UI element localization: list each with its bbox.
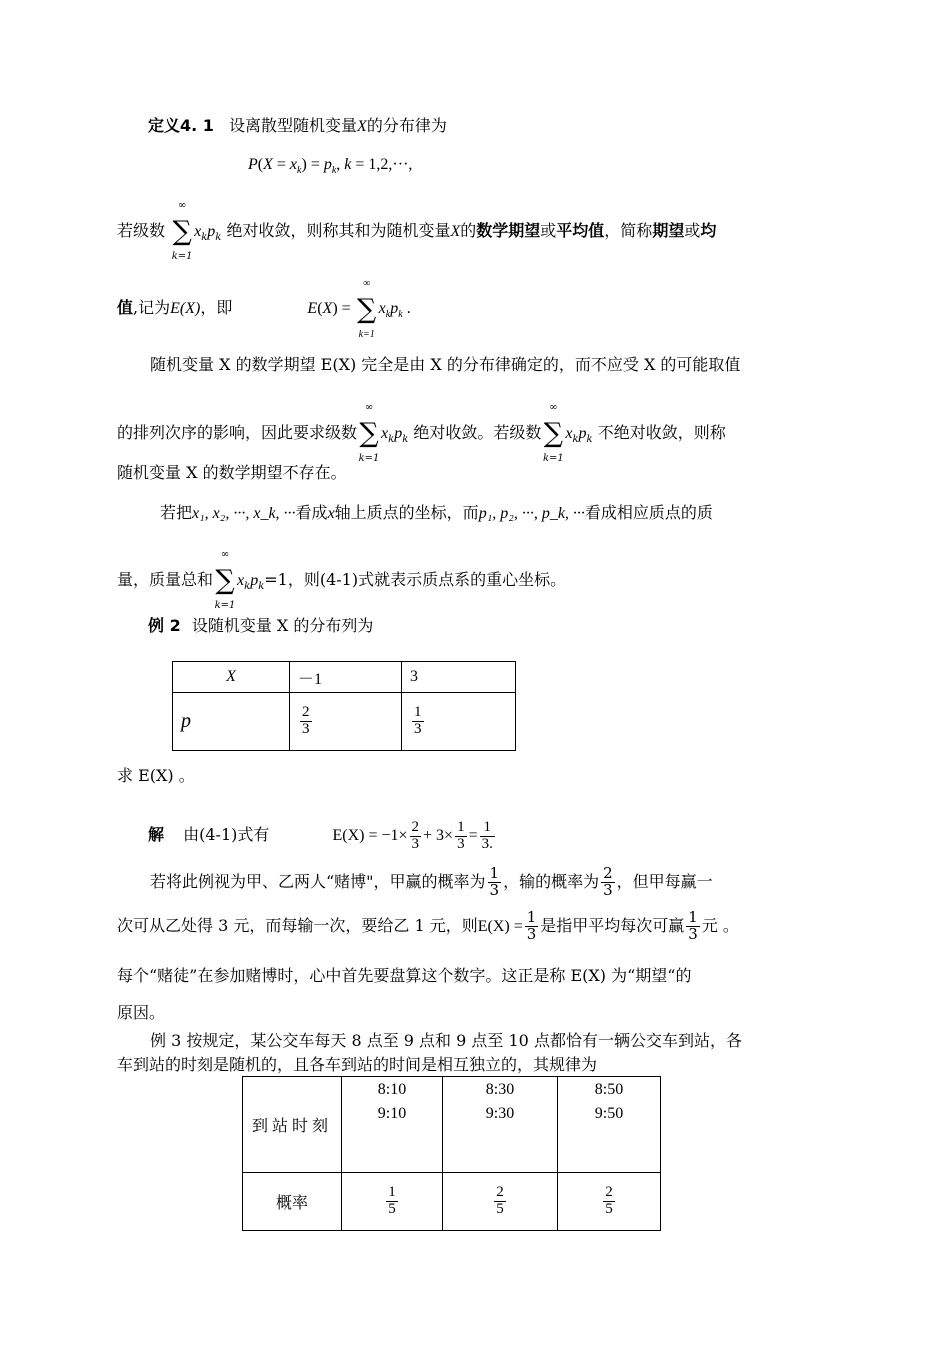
var-x: X — [357, 118, 367, 135]
table-cell: 8:50 9:50 — [558, 1077, 661, 1173]
table-cell: $\frac{2}{3}$ — [290, 693, 402, 751]
definition-line — [148, 118, 447, 135]
example2-line: 例 2 设随机变量 X 的分布列为 — [148, 616, 374, 635]
definition-text-end: 的分布律为 — [366, 116, 447, 135]
table-cell: 到站时刻 — [243, 1077, 342, 1173]
coordinate-seq: x₁, x₂, ···, x_k, ··· — [192, 505, 296, 522]
para3-line2: 量，质量总和 ∞ ∑ k=1 $x_kp_k=1$，则(4-1)式就表示质点系的重心坐标。 — [117, 549, 567, 611]
table-cell: 概率 — [243, 1173, 342, 1231]
table-cell: $\frac{1}{3}$ — [402, 693, 516, 751]
table-cell: －1 — [290, 662, 402, 693]
table-cell: X — [173, 662, 290, 693]
ex-definition-formula: E(X) = ∞ ∑ k=1 $x_kp_k$ . — [307, 278, 411, 340]
text: 若级数 — [117, 221, 166, 240]
solution-line: 解 由(4-1)式有 E(X) = −1× $\frac{2}{3}$ + 3× $\frac{1}{3}$ = $\frac{1}{3.}$ — [148, 819, 493, 852]
table-cell: 8:30 9:30 — [443, 1077, 558, 1173]
sum-symbol: ∞ ∑ k=1 — [171, 200, 193, 262]
term-expect: 期望 — [652, 221, 685, 240]
para2-line2: 的排列次序的影响，因此要求级数 ∞ ∑ k=1 $x_kp_k$ 绝对收敛。若级数 ∞ ∑ k=1 $x_kp_k$ 不绝对收敛，则称 — [117, 402, 726, 464]
bus-arrival-table — [242, 1076, 661, 1231]
para4-line3: 每个“赌徒”在参加赌博时，心中首先要盘算这个数字。这正是称 E(X) 为“期望“的 — [117, 966, 692, 985]
term-expectation: 数学期望 — [476, 221, 541, 240]
example3-line1: 例 3 按规定，某公交车每天 8 点至 9 点和 9 点至 10 点都恰有一辆公交车到站，各 — [150, 1031, 742, 1050]
text: 绝对收敛，则称其和为随机变量 — [226, 221, 451, 240]
para3-line1: 若把x₁, x₂, ···, x_k, ···看成x轴上质点的坐标，而p₁, p₂, ···, p_k, ···看成相应质点的质 — [160, 503, 713, 522]
term-zhi: 值 — [117, 298, 134, 318]
example3-line2: 车到站的时刻是随机的，且各车到站的时间是相互独立的，其规律为 — [117, 1055, 598, 1074]
definition-label: 定义4. 1 — [148, 116, 214, 135]
para2-line3: 随机变量 X 的数学期望不存在。 — [117, 463, 347, 482]
solution-label: 解 — [148, 824, 165, 844]
distribution-table — [172, 661, 516, 751]
table-cell: $\frac{2}{5}$ — [443, 1173, 558, 1231]
para2-line1: 随机变量 X 的数学期望 E(X) 完全是由 X 的分布律确定的，而不应受 X 的可能取值 — [150, 355, 741, 374]
table-cell: 8:10 9:10 — [342, 1077, 443, 1173]
para4-line1: 若将此例视为甲、乙两人“赌博"，甲赢的概率为 $\frac{1}{3}$ ，输的概率为 $\frac{2}{3}$ ，但甲每赢一 — [150, 864, 713, 899]
table-cell: 3 — [402, 662, 516, 693]
ex-symbol: E(X) — [170, 300, 201, 318]
para1-line2: 值,记为E(X)，即 E(X) = ∞ ∑ k=1 $x_kp_k$ . — [117, 278, 411, 340]
term-mean: 平均值 — [556, 221, 605, 240]
para4-line4: 原因。 — [117, 1003, 166, 1022]
mass-seq: p₁, p₂, ···, p_k, ··· — [478, 505, 585, 522]
table-cell: $\frac{2}{5}$ — [558, 1173, 661, 1231]
example2-label: 例 2 — [148, 616, 181, 635]
definition-text: 设离散型随机变量 — [229, 116, 358, 135]
para1-line1: 若级数 ∞ ∑ k=1 $x_kp_k$ 绝对收敛，则称其和为随机变量X的数学期望或平均值，简称期望或均 — [117, 200, 717, 262]
table-cell: $\frac{1}{5}$ — [342, 1173, 443, 1231]
table-cell: p — [173, 693, 290, 751]
para4-line2: 次可从乙处得 3 元，而每输一次，要给乙 1 元，则E(X) = $\frac{1}{3}$ 是指甲平均每次可赢 $\frac{1}{3}$ 元 。 — [117, 908, 739, 943]
pmf-formula: $P(X = x_k) = p_k$, k = 1,2,···, — [248, 156, 413, 176]
term-jun: 均 — [700, 221, 717, 240]
ask-line: 求 E(X) 。 — [117, 766, 195, 785]
